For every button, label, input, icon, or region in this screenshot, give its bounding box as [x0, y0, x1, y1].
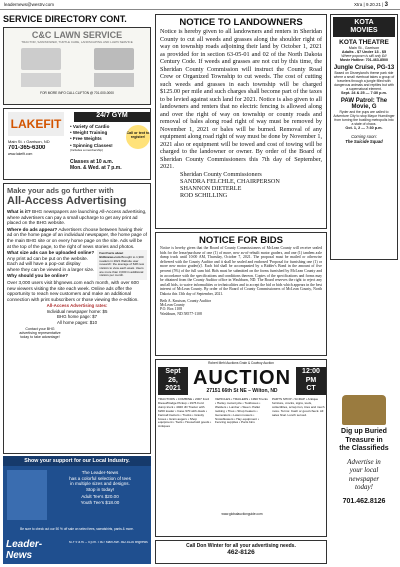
- feature-cardio: • Variety of Cardio: [70, 124, 110, 129]
- all-access-ad[interactable]: [3, 183, 151, 454]
- classifieds-pitch: Advertise in your local newspaper today!: [347, 457, 381, 491]
- movie-2-desc: Ryder and the pups are called to Adventure City to stop Mayor Humdinger from turning the bustling metropolis into a state of chaos.: [333, 110, 395, 126]
- landowners-notice: [155, 14, 327, 229]
- lakefit-ad[interactable]: [3, 108, 151, 180]
- movie-2-title: PAW Patrol: The Movie, G: [340, 98, 388, 110]
- sale-line: Be sure to check out our 50 % off sale on select tees, sweatshirts, pants & more.: [20, 527, 134, 531]
- auction-listings: [158, 398, 326, 510]
- auction-time: 12:00 PM CT: [296, 367, 326, 395]
- movie-2-time: Oct. 1, 2 — 7:30 p.m.: [345, 126, 383, 130]
- auction-date: Sept 26, 2021: [158, 367, 188, 395]
- bids-body: Notice is hereby given that the Board of County Commissioners of McLean County will receive sealed bids for the lease/purchase of one (1) of more, new as-of-rebuilt motor graders, and one (1) tandem axle dump truck until 10:00 AM, Thursday, October 7, 2021. The proposal must be mailed or otherwise delivered with the County Auditor and it shall be sealed and endorsed 'Proposal for furnishing one (1) or more new motor grader(s)'. Each bid shall be accompanied by a Bidder's Bond in the amount of five percent (5%) of the full sum bid. Bids must be submitted on the forms furnished by McLean County and in accordance with the specifications and conditions thereon. Copies of the specifications and forms may be obtained from the County Auditor office in Washburn, ND. The Board reserves the right to reject any and all bids, to waive informalities or technicalities and to accept the bid or bids which appears in the best interest of McLean County. By order of the Board of County Commissioners of McLean County, North Dakota this 13th day of September, 2021.: [160, 246, 322, 296]
- auction-address: 27151 66th St NE – Wilton, ND: [206, 388, 278, 394]
- movie-1-title: Jungle Cruise, PG-13: [333, 65, 395, 71]
- kota-address: Main St., Garrison: [348, 46, 380, 50]
- kota-popcorn: Where popcorn is still only $4!: [341, 54, 387, 58]
- kota-badge: KOTA MOVIES: [333, 17, 395, 37]
- feature-weights: • Weight Training: [70, 130, 108, 136]
- movie-1-desc: Based on Disneyland's theme park ride where a small riverboat takes a group of travelers through a jungle filled with dangerous animals and reptiles but with a supernatural element.: [333, 71, 395, 91]
- mower-photo: [21, 48, 61, 70]
- directory-title: SERVICE DIRECTORY CONT.: [3, 14, 127, 24]
- aa-rates: All-Access Advertising rates: Individual newspaper home: $5 BHG home page: $7 All home pages: $10: [46, 303, 108, 325]
- aa-body: What is it? BHG newspapers are launching All-Access advertising, where advertisers can pay a small upcharge to get any print ad placed on the BHG website. Where do ads appear? Advertisers choose between having their ad on the home page of an individual newspaper, the home page of the main BHG site or on every home page on the site. Ads will be at the top of the page, to the right of news stories and photos. What size ads can be uploaded online? Any print ad can be put on the website. Each ad will have a pop-out display where they can be viewed in a larger size. Why should you be online? Fast Facts about BHGnews.com Brought to 1,900 readers in 2021 Website user research: the average of 648 new visitors to view each week. Users are more than 3,000 in additional visitors per month. Over 3,000 users visit bhgnews.com each month, with over 600 new viewers visiting the site each week. Online ads offer the opportunity to reach new customers and make an additional connection with print subscribers or those viewing the e-edition.: [7, 209, 147, 302]
- auction-word: AUCTION: [192, 367, 292, 389]
- bids-title: NOTICE FOR BIDS: [199, 235, 283, 246]
- lawn-photo: [21, 73, 61, 87]
- feature-spinning: • Spinning Classes!: [70, 142, 113, 148]
- candc-tagline: TRACTOR, SAW/MOWER, TURTLE CARE, LANDSCAPING AND LAWN SERVICE: [21, 40, 133, 44]
- auction-ad[interactable]: [155, 359, 327, 537]
- landowners-body: Notice is hereby given to all landowners and renters in Sheridan County to cut all weeds and grasses along the shoulder right of way on township roads adjoining their land by October 1, 2021 as provided for in section 63-05-01 and 02 of the North Dakota Century Code. If weeds and grasses are not cut by this time, the Sheridan County Commission will instruct the County Road Crew or Organized Township to cut weeds. The cost of cutting such weeds and grasses in each township will be charged $125.00 per mile and such charges shall become part of the taxes to be levied against such land for 2021. Notice is also given to all landowners and renters that no electric fencing is allowed along and over the right of way on township or county roads and removal of bales along road right of way must be removed by November 1, 2021 or bales will be burned. Removal of any equipment along road right of way must be done by November 1, 2021 also or equipment will be towed and cost of towing will be charged to the landowner or owner. By order of the Board of Sheridan County Commissioners this 7th day of September, 2021.: [160, 28, 322, 170]
- auction-col-2: VEHICLES • TRAILERS • 1990 Trucks • Harley motorcycle • Toolboxes • Welders • Lumber • Steel • Pallet racking • Tires • Shop heaters • Generators • Lawn mowers • Snowblowers • Hay equipment • Fencing supplies • Parts bins: [215, 398, 268, 425]
- feature-free-weights: • Free Weights: [70, 136, 102, 142]
- candc-photos: [4, 48, 150, 70]
- tractor-photo: [94, 48, 134, 70]
- section-date: Xtra | 9.20.21 | 3: [354, 2, 388, 8]
- page-header: [0, 0, 400, 10]
- class-times: Classes at 10 a.m. Mon. & Wed. at 7 p.m.: [70, 159, 122, 171]
- lakefit-features: [70, 124, 126, 152]
- call-don-text: Call Don Winter for all your advertising needs.: [186, 543, 296, 549]
- call-don-ad[interactable]: [155, 540, 327, 564]
- classifieds-ad[interactable]: [330, 395, 398, 565]
- kota-hotline: Movie Hotline: 701-463-8500: [340, 58, 388, 62]
- leader-news-ad[interactable]: [3, 456, 151, 564]
- kota-theatre: KOTA THEATRE: [339, 39, 389, 46]
- candc-name: C&C LAWN SERVICE: [31, 30, 123, 40]
- treasure-chest-icon: [342, 395, 386, 425]
- leader-hours: M-F 9 a.m. – 5 p.m. • 507 Main Ave. 462.8126 bhgnews: [69, 541, 148, 544]
- fast-facts-box: Fast Facts about BHGnews.com Brought to 1,900 readers in 2021 Website user research: the average of 648 new visitors to view each week. Users are more than 3,000 in additional visitors per month.: [97, 250, 147, 280]
- bids-signature: Beth A. Knutson, County Auditor McLean County P.O. Box 1108 Washburn, ND 58577-1108: [160, 298, 212, 316]
- auction-company: Robert Mehl Auctions Grain & Cowboy Auction: [208, 361, 274, 365]
- lakefit-phone: 701-365-6300: [8, 145, 46, 151]
- site-email: leadernews@westrv.com: [4, 2, 55, 7]
- lakefit-logo: LAKEFIT: [8, 112, 64, 136]
- landowners-signatures: Sheridan County Commissioners SANDRA FELCHLE, CHAIRPERSON SHANNON DIETERLE ROD SCHILLING: [180, 170, 280, 200]
- leader-brand: Leader-News: [6, 539, 43, 561]
- aa-contact: Contact your BHG advertising representative today to take advantage!: [19, 327, 61, 340]
- classifieds-headline: Dig up Buried Treasure in the Classifieds: [339, 428, 389, 452]
- auction-col-1: TRACTORS • COMBINE • 2007 Ford Diesel/Dodge Pickup • 1976 Ford dump truck • 4020 JD Tractor with 6200 loader • Case 970 with duals • Farmall tractors • Trucks • Gravity boxes • Grain augers • Shop equipment • Tools • Household goods • Antiques: [158, 398, 212, 429]
- gym-hours-badge: 24/7 GYM: [74, 112, 150, 122]
- aa-headline-2: All-Access Advertising: [7, 195, 127, 207]
- kota-admission: Adults - $7 Under 13 - $5: [341, 50, 387, 54]
- call-don-phone: 462-8126: [227, 549, 255, 556]
- call-badge: Call or text to register!: [126, 125, 150, 149]
- lakefit-web: www.lakefit.com: [8, 152, 33, 156]
- auction-web: www.globalauctionguide.com: [221, 512, 263, 516]
- tshirt-photo: [7, 470, 47, 520]
- support-banner: Show your support for our Local Industry.: [3, 456, 151, 466]
- aa-headline-1: Make your ads go further with: [7, 186, 114, 195]
- equipment-photo: [94, 73, 134, 87]
- landowners-title: NOTICE TO LANDOWNERS: [179, 17, 303, 28]
- coming-soon: Coming soon: The Suicide Squad: [345, 134, 383, 144]
- movie-1-time: Sept. 24 & 25 — 7:30 p.m.: [340, 91, 387, 95]
- bids-notice: [155, 232, 327, 356]
- auction-col-3: PARTS SHOP • SCRAP • Antique furniture, crocks, signs, tools, collectibles, scrap iron, tires and much more. Terms: Cash or good check. All sales final. Lunch served.: [272, 398, 325, 417]
- lakefit-address: Main St. • Garrison, ND: [8, 139, 50, 144]
- candc-ad[interactable]: [3, 27, 151, 105]
- tee-pitch: The Leader-News has a colorful selection of tees in multiple sizes and designs. Stop in today! Adult Tee's $20.00 Youth Tee's $18.00: [69, 470, 131, 505]
- candc-phone: FOR MORE INFO CALL CLIFTON @ 701-000-0000: [40, 91, 114, 95]
- kota-movies-ad[interactable]: [330, 14, 398, 260]
- candc-photos-2: [4, 73, 150, 87]
- spin-note: (Includes a membership): [70, 147, 104, 152]
- classifieds-phone: 701.462.8126: [342, 497, 386, 505]
